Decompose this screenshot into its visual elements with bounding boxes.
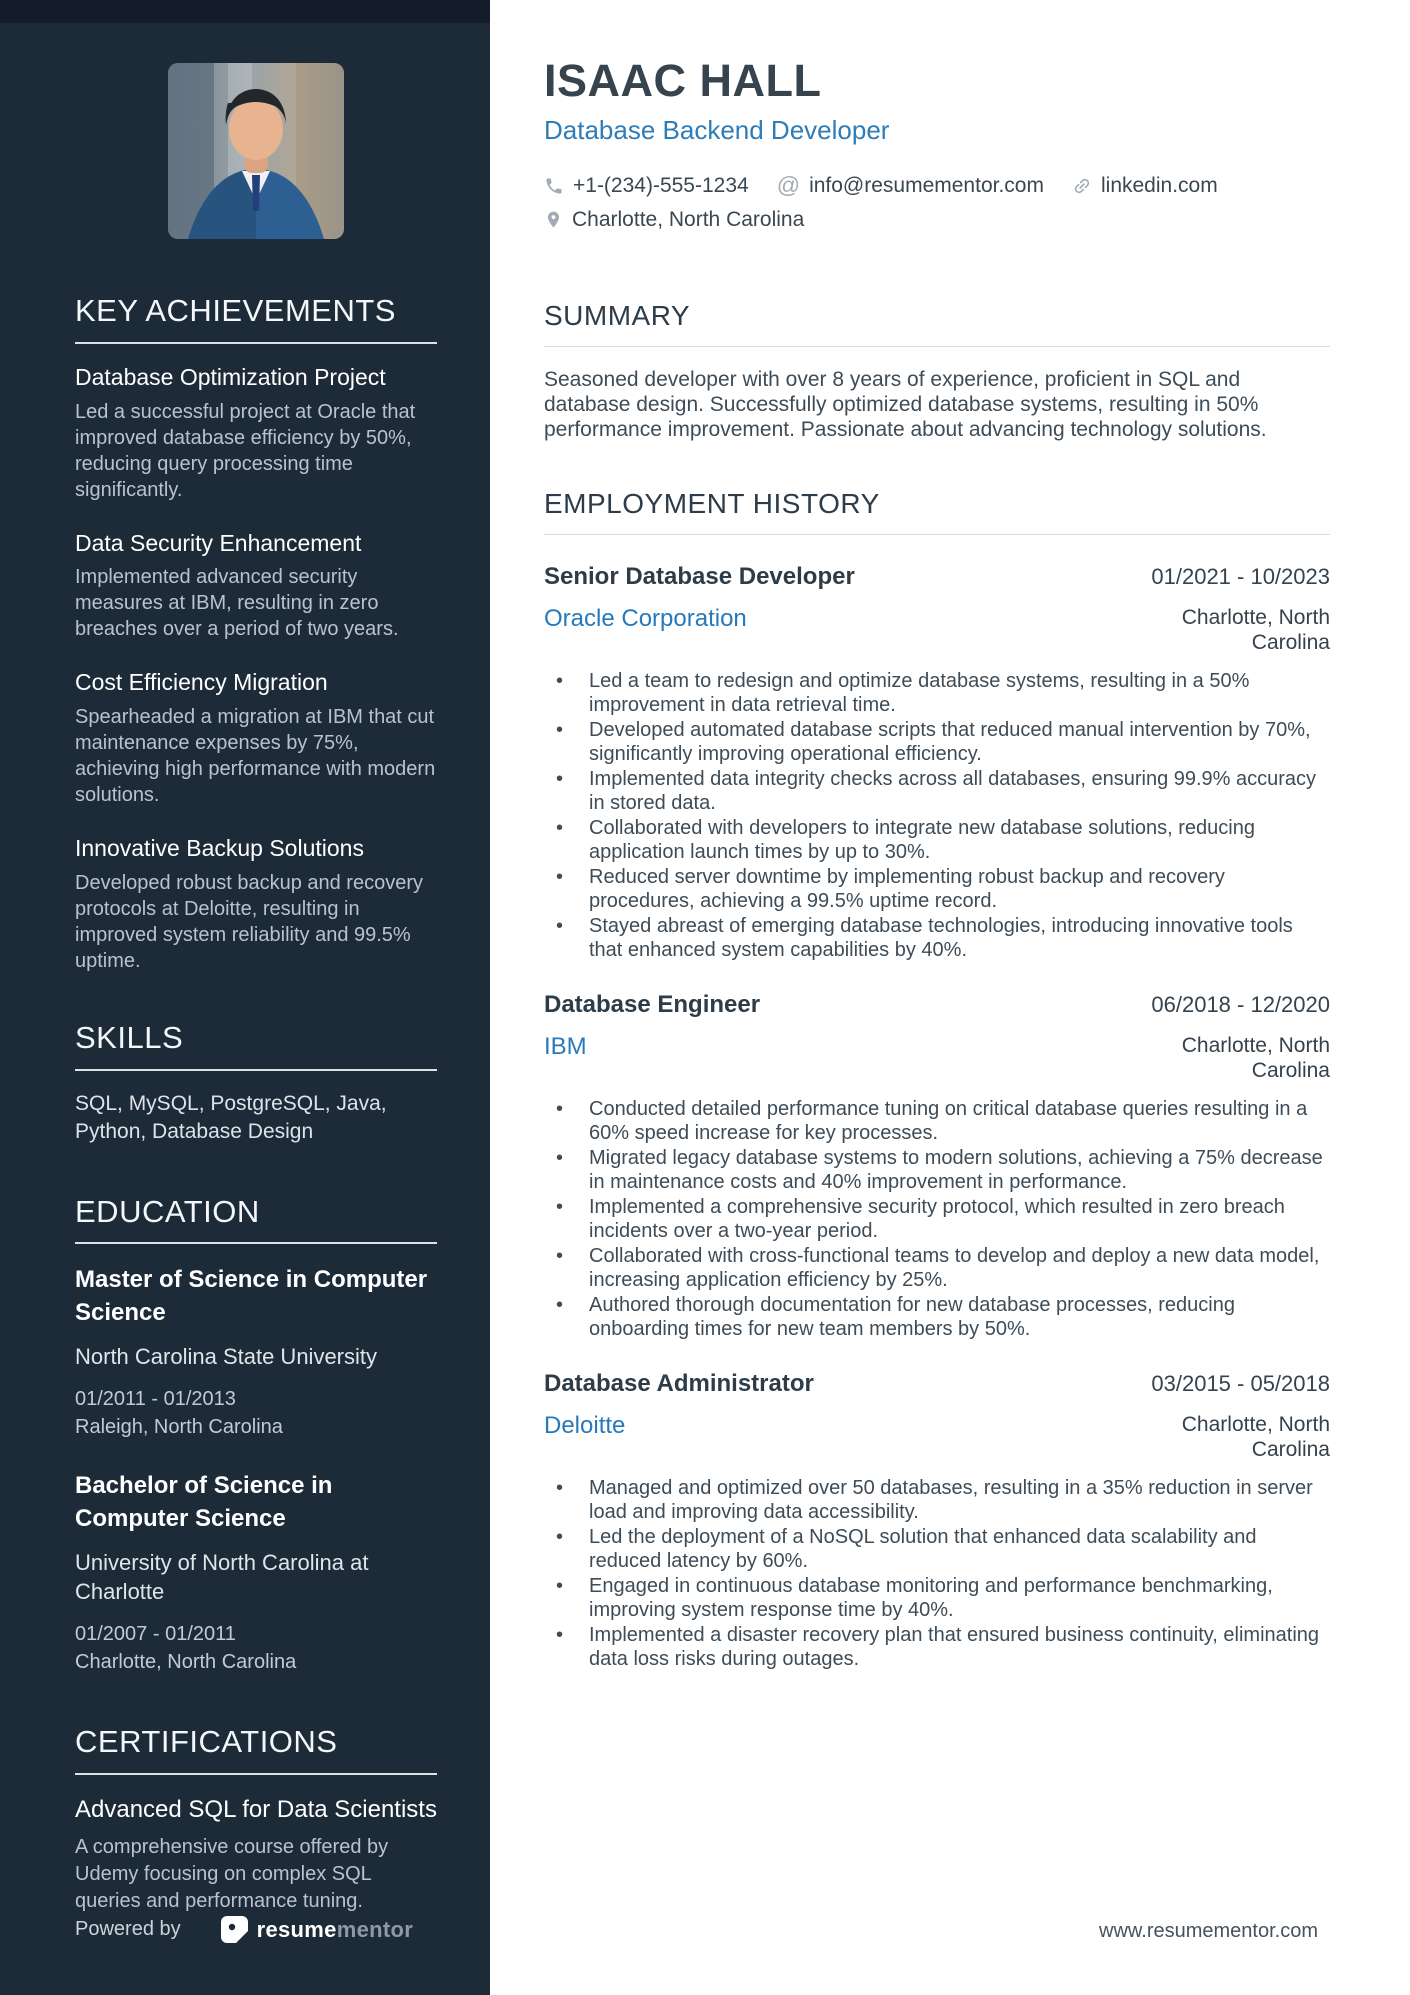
job-role: Database Engineer	[544, 990, 761, 1018]
certification-item	[75, 1794, 437, 1915]
summary-heading: SUMMARY	[544, 299, 691, 331]
achievement-title: Cost Efficiency Migration	[75, 669, 328, 696]
certifications-section	[75, 1724, 437, 1915]
achievement-description: Spearheaded a migration at IBM that cut maintenance expenses by 75%, achieving high performance with modern solutions.	[75, 706, 436, 807]
job-company[interactable]: Oracle Corporation	[544, 604, 747, 632]
phone-number: +1-(234)-555-1234	[573, 173, 749, 197]
skills-heading: SKILLS	[75, 1020, 184, 1056]
profile-photo	[168, 63, 344, 239]
job-subheader	[544, 1412, 1330, 1462]
job-bullet: • Authored thorough documentation for new database processes, reducing onboarding times for new team members by 50%.	[556, 1293, 1330, 1342]
section-underline	[75, 1773, 437, 1775]
achievement-item	[75, 668, 437, 808]
job-bullet-list	[544, 1476, 1330, 1672]
candidate-name: ISAAC HALL	[544, 55, 822, 106]
at-icon: @	[776, 172, 801, 198]
education-degree: Master of Science in Computer Science	[75, 1266, 428, 1327]
education-item	[75, 1263, 437, 1439]
job-bullet: • Engaged in continuous database monitoring and performance benchmarking, improving system response time by 40%.	[556, 1574, 1330, 1623]
footer-website-link[interactable]: www.resumementor.com	[1099, 1920, 1318, 1942]
job-role: Senior Database Developer	[544, 562, 855, 590]
education-dates: 01/2011 - 01/2013	[75, 1388, 236, 1411]
contact-row-2	[544, 208, 1330, 232]
contact-block	[544, 174, 1330, 232]
employment-heading: EMPLOYMENT HISTORY	[544, 487, 880, 519]
link-icon	[1068, 171, 1096, 199]
achievement-title: Innovative Backup Solutions	[75, 835, 364, 862]
resumementor-logo-icon	[221, 1916, 248, 1943]
job-company[interactable]: Deloitte	[544, 1411, 626, 1439]
phone-icon	[544, 176, 564, 196]
powered-by-label: Powered by	[75, 1918, 181, 1940]
contact-row-1	[544, 174, 1330, 198]
job-subheader	[544, 605, 1330, 655]
resumementor-wordmark	[257, 1917, 413, 1943]
sidebar-top-strip	[0, 0, 490, 23]
job-bullet: • Implemented data integrity checks across all databases, ensuring 99.9% accuracy in stored data.	[556, 767, 1330, 816]
email-item[interactable]	[777, 174, 1044, 198]
education-location: Raleigh, North Carolina	[75, 1416, 283, 1439]
achievement-item	[75, 363, 437, 503]
section-underline	[75, 1242, 437, 1244]
job-company[interactable]: IBM	[544, 1032, 587, 1060]
achievement-description: Developed robust backup and recovery protocols at Deloitte, resulting in improved system reliability and 99.5% uptime.	[75, 872, 423, 973]
main-content	[490, 0, 1410, 1995]
sidebar	[0, 0, 490, 1995]
section-underline	[544, 346, 1330, 347]
job-bullet: • Managed and optimized over 50 databases, resulting in a 35% reduction in server load and improving data accessibility.	[556, 1476, 1330, 1525]
job-header	[544, 991, 1330, 1019]
job-bullet-list	[544, 1097, 1330, 1342]
job-bullet: • Reduced server downtime by implementing robust backup and recovery procedures, achieving a 99.5% uptime record.	[556, 865, 1330, 914]
achievement-item	[75, 529, 437, 643]
location-text: Charlotte, North Carolina	[572, 207, 805, 231]
section-underline	[75, 342, 437, 344]
job-entry	[544, 563, 1330, 963]
job-bullet: • Led the deployment of a NoSQL solution that enhanced data scalability and reduced latency by 60%.	[556, 1525, 1330, 1574]
job-header	[544, 563, 1330, 591]
job-bullet: • Developed automated database scripts that reduced manual intervention by 70%, significantly improving operational efficiency.	[556, 718, 1330, 767]
website-item[interactable]	[1072, 174, 1218, 198]
education-location: Charlotte, North Carolina	[75, 1651, 297, 1674]
job-entry	[544, 991, 1330, 1342]
education-item	[75, 1469, 437, 1674]
job-bullet: • Conducted detailed performance tuning on critical database queries resulting in a 60% speed increase for key processes.	[556, 1097, 1330, 1146]
job-bullet: • Stayed abreast of emerging database technologies, introducing innovative tools that enhanced system capabilities by 40%.	[556, 914, 1330, 963]
brand-secondary: mentor	[336, 1916, 414, 1942]
job-dates: 06/2018 - 12/2020	[1151, 991, 1330, 1017]
achievement-description: Led a successful project at Oracle that improved database efficiency by 50%, reducing query processing time significantly.	[75, 400, 416, 501]
job-bullet-list	[544, 669, 1330, 963]
section-underline	[544, 534, 1330, 535]
certification-description: A comprehensive course offered by Udemy focusing on complex SQL queries and performance tuning.	[75, 1836, 389, 1913]
education-school: University of North Carolina at Charlotte	[75, 1550, 369, 1605]
certifications-heading: CERTIFICATIONS	[75, 1724, 338, 1760]
employment-section	[544, 488, 1330, 1672]
key-achievements-heading: KEY ACHIEVEMENTS	[75, 293, 396, 328]
brand-primary: resume	[256, 1916, 337, 1942]
achievement-title: Database Optimization Project	[75, 363, 386, 390]
education-dates: 01/2007 - 01/2011	[75, 1623, 236, 1646]
summary-text: Seasoned developer with over 8 years of experience, proficient in SQL and database design. Successfully optimized database systems, resulting in 50% performance improvement. Passionate about advancing technology solutions.	[544, 367, 1267, 441]
website-url: linkedin.com	[1100, 173, 1218, 197]
candidate-job-title: Database Backend Developer	[544, 114, 890, 145]
education-section	[75, 1194, 437, 1675]
phone-item[interactable]	[544, 174, 749, 198]
job-bullet: • Led a team to redesign and optimize database systems, resulting in a 50% improvement in data retrieval time.	[556, 669, 1330, 718]
summary-section	[544, 300, 1330, 442]
job-entry	[544, 1370, 1330, 1672]
job-bullet: • Collaborated with cross-functional teams to develop and deploy a new data model, increasing application efficiency by 25%.	[556, 1244, 1330, 1293]
job-header	[544, 1370, 1330, 1398]
job-role: Database Administrator	[544, 1369, 814, 1397]
job-location: Charlotte, North Carolina	[1181, 605, 1330, 654]
education-school: North Carolina State University	[75, 1344, 378, 1370]
job-bullet: • Migrated legacy database systems to modern solutions, achieving a 75% decrease in maintenance costs and 40% improvement in performance.	[556, 1146, 1330, 1195]
location-item	[544, 208, 804, 232]
sidebar-footer	[75, 1916, 413, 1943]
job-bullet: • Collaborated with developers to integrate new database solutions, reducing application launch times by up to 30%.	[556, 816, 1330, 865]
achievement-title: Data Security Enhancement	[75, 529, 362, 556]
skills-list: SQL, MySQL, PostgreSQL, Java, Python, Database Design	[75, 1091, 387, 1143]
skills-section	[75, 1020, 437, 1146]
resumementor-logo[interactable]	[221, 1916, 413, 1943]
education-degree: Bachelor of Science in Computer Science	[75, 1472, 333, 1533]
achievement-item	[75, 834, 437, 974]
job-subheader	[544, 1033, 1330, 1083]
job-location: Charlotte, North Carolina	[1181, 1033, 1330, 1082]
job-location: Charlotte, North Carolina	[1181, 1412, 1330, 1461]
job-bullet: • Implemented a comprehensive security protocol, which resulted in zero breach incidents over a two-year period.	[556, 1195, 1330, 1244]
section-underline	[75, 1069, 437, 1071]
education-heading: EDUCATION	[75, 1193, 260, 1229]
key-achievements-section	[75, 293, 437, 974]
job-dates: 01/2021 - 10/2023	[1151, 563, 1330, 589]
email-address: info@resumementor.com	[809, 173, 1044, 197]
achievement-description: Implemented advanced security measures at IBM, resulting in zero breaches over a period of two years.	[75, 566, 399, 641]
location-pin-icon	[544, 210, 563, 229]
job-bullet: • Implemented a disaster recovery plan that ensured business continuity, eliminating data loss risks during outages.	[556, 1623, 1330, 1672]
certification-title: Advanced SQL for Data Scientists	[75, 1796, 437, 1824]
job-dates: 03/2015 - 05/2018	[1151, 1370, 1330, 1396]
